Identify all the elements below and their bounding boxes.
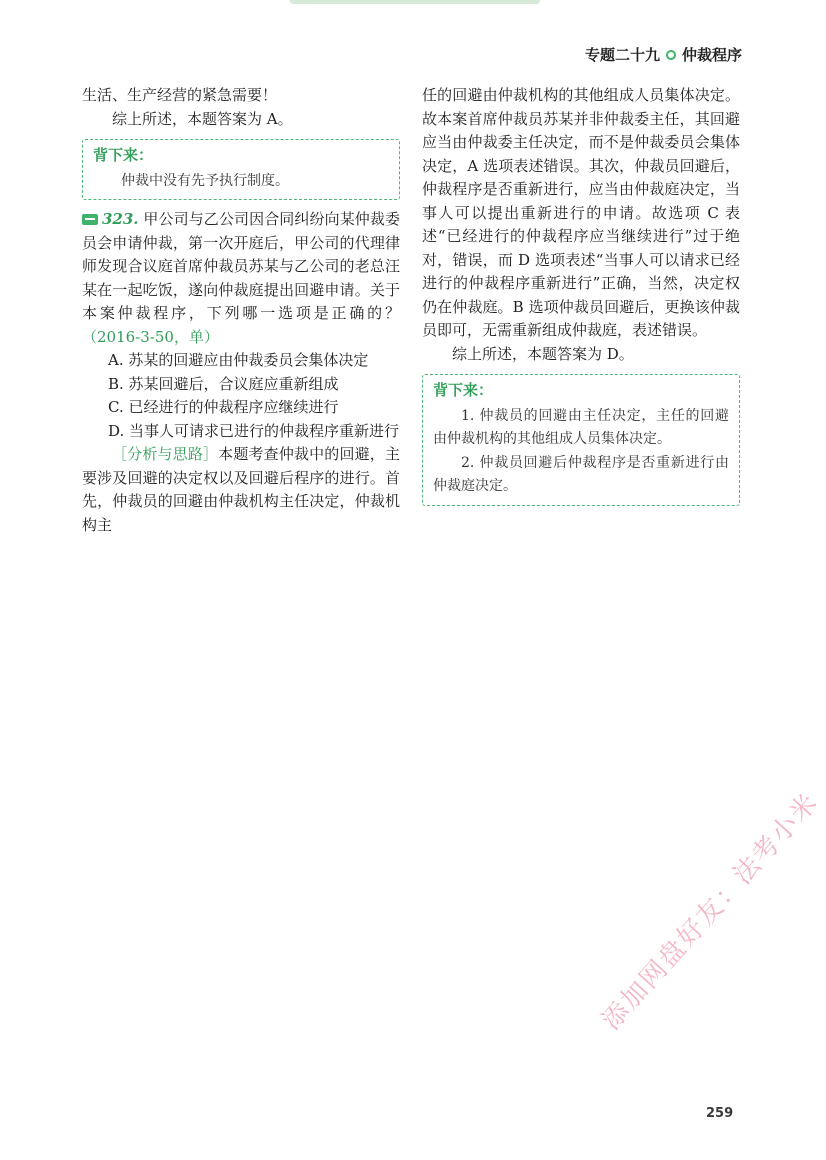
analysis-continued: 任的回避由仲裁机构的其他组成人员集体决定。故本案首席仲裁员苏某并非仲裁委主任，其回避应当由仲裁委主任决定，而不是仲裁委员会集体决定，A 选项表述错误。其次，仲裁员回避后，仲裁程序是否重新进行，应当由仲裁庭决定，当事人可以提出重新进行的申请。故选项 C 表述“已经进行的仲裁程序应当继续进行”过于绝对，错误，而 D 选项表述“当事人可以请求已经进行的仲裁程序重新进行”正确，当然，决定权仍在仲裁庭。B 选项仲裁员回避后，更换该仲裁员即可，无需重新组成仲裁庭，表述错误。 [422,86,740,339]
conclusion: 综上所述，本题答案为 A。 [112,109,293,128]
memorize-box [82,139,400,200]
memorize-box [422,374,740,506]
top-decoration [290,0,540,4]
conclusion: 综上所述，本题答案为 D。 [452,344,634,363]
watermark: 添加网盘好友：法考小米 [596,787,825,1037]
option-d: D. 当事人可请求已进行的仲裁程序重新进行 [108,421,400,440]
memorize-item-2: 2. 仲裁员回避后仲裁程序是否重新进行由仲裁庭决定。 [433,454,729,494]
memorize-title: 背下来： [93,146,154,164]
memorize-title: 背下来： [433,381,494,399]
question-tag: （2016-3-50，单） [82,327,219,346]
paragraph: 生活、生产经营的紧急需要！ [82,86,278,104]
chapter-label: 专题二十九 [584,46,660,64]
question-text: 甲公司与乙公司因合同纠纷向某仲裁委员会申请仲裁，第一次开庭后，甲公司的代理律师发现合议庭首席仲裁员苏某与乙公司的老总汪某在一起吃饭，遂向仲裁庭提出回避申请。关于本案仲裁程序，下列哪一选项是正确的？ [82,210,400,322]
memorize-item-1: 1. 仲裁员的回避由主任决定，主任的回避由仲裁机构的其他组成人员集体决定。 [433,407,729,447]
option-a: A. 苏某的回避应由仲裁委员会集体决定 [108,351,369,369]
analysis-text: 本题考查仲裁中的回避，主要涉及回避的决定权以及回避后程序的进行。首先，仲裁员的回避由仲裁机构主任决定，仲裁机构主 [82,445,400,534]
question-icon [82,214,98,225]
option-c: C. 已经进行的仲裁程序应继续进行 [108,398,339,416]
question [82,208,400,349]
question-number: 323. [102,210,139,228]
option-b: B. 苏某回避后，合议庭应重新组成 [108,374,339,393]
section-label: 仲裁程序 [681,46,742,64]
analysis-label: ［分析与思路］ [112,445,219,463]
analysis [82,443,400,537]
page-number: 259 [706,1106,734,1121]
running-header [585,44,742,65]
memorize-text: 仲裁中没有先予执行制度。 [121,172,289,189]
circle-bullet-icon [666,50,676,60]
left-column [82,84,400,537]
right-column [422,84,740,514]
